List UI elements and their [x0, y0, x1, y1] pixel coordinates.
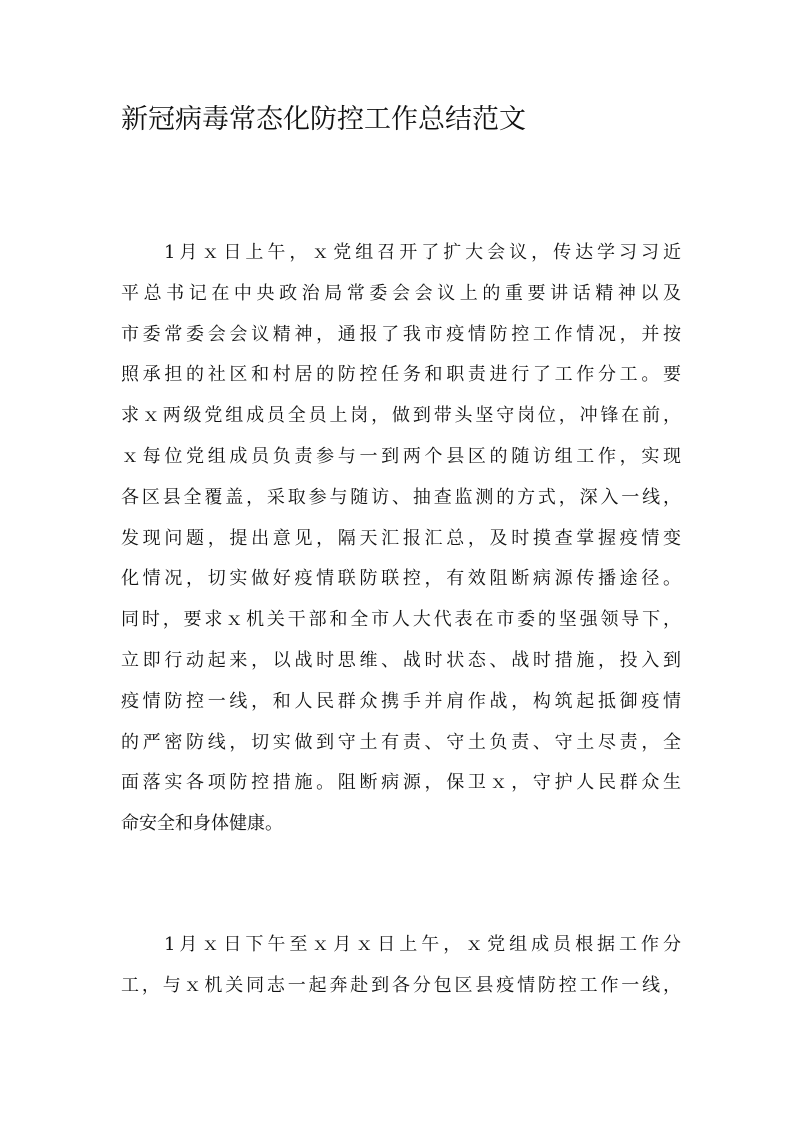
text-line: 平总书记在中央政治局常委会会议上的重要讲话精神以及 [121, 282, 681, 304]
text-line: 面落实各项防控措施。阻断病源，保卫ｘ，守护人民群众生 [121, 772, 681, 794]
text-line: 照承担的社区和村居的防控任务和职责进行了工作分工。要 [121, 364, 681, 386]
text-line: 化情况，切实做好疫情联防联控，有效阻断病源传播途径。 [121, 568, 681, 590]
text-line: 1月ｘ日下午至ｘ月ｘ日上午，ｘ党组成员根据工作分 [164, 934, 681, 955]
text-line: 求ｘ两级党组成员全员上岗，做到带头坚守岗位，冲锋在前， [121, 405, 681, 427]
text-line: 各区县全覆盖，采取参与随访、抽查监测的方式，深入一线， [121, 486, 681, 508]
text-line: 工，与ｘ机关同志一起奔赴到各分包区县疫情防控工作一线， [121, 974, 681, 996]
text-line: 命安全和身体健康。 [121, 813, 283, 835]
document-title: 新冠病毒常态化防控工作总结范文 [121, 104, 526, 135]
text-line: 同时，要求ｘ机关干部和全市人大代表在市委的坚强领导下， [121, 609, 681, 631]
text-line: 市委常委会会议精神，通报了我市疫情防控工作情况，并按 [121, 323, 681, 345]
text-line: 疫情防控一线，和人民群众携手并肩作战，构筑起抵御疫情 [121, 690, 681, 712]
text-line: 立即行动起来，以战时思维、战时状态、战时措施，投入到 [121, 649, 681, 671]
text-line: 发现问题，提出意见，隔天汇报汇总，及时摸查掌握疫情变 [121, 527, 681, 549]
paragraph-2 [121, 925, 681, 1007]
text-line: 1月ｘ日上午，ｘ党组召开了扩大会议，传达学习习近 [164, 242, 681, 263]
text-line: ｘ每位党组成员负责参与一到两个县区的随访组工作，实现 [121, 445, 681, 467]
paragraph-1 [121, 233, 681, 845]
text-line: 的严密防线，切实做到守土有责、守土负责、守土尽责，全 [121, 731, 681, 753]
